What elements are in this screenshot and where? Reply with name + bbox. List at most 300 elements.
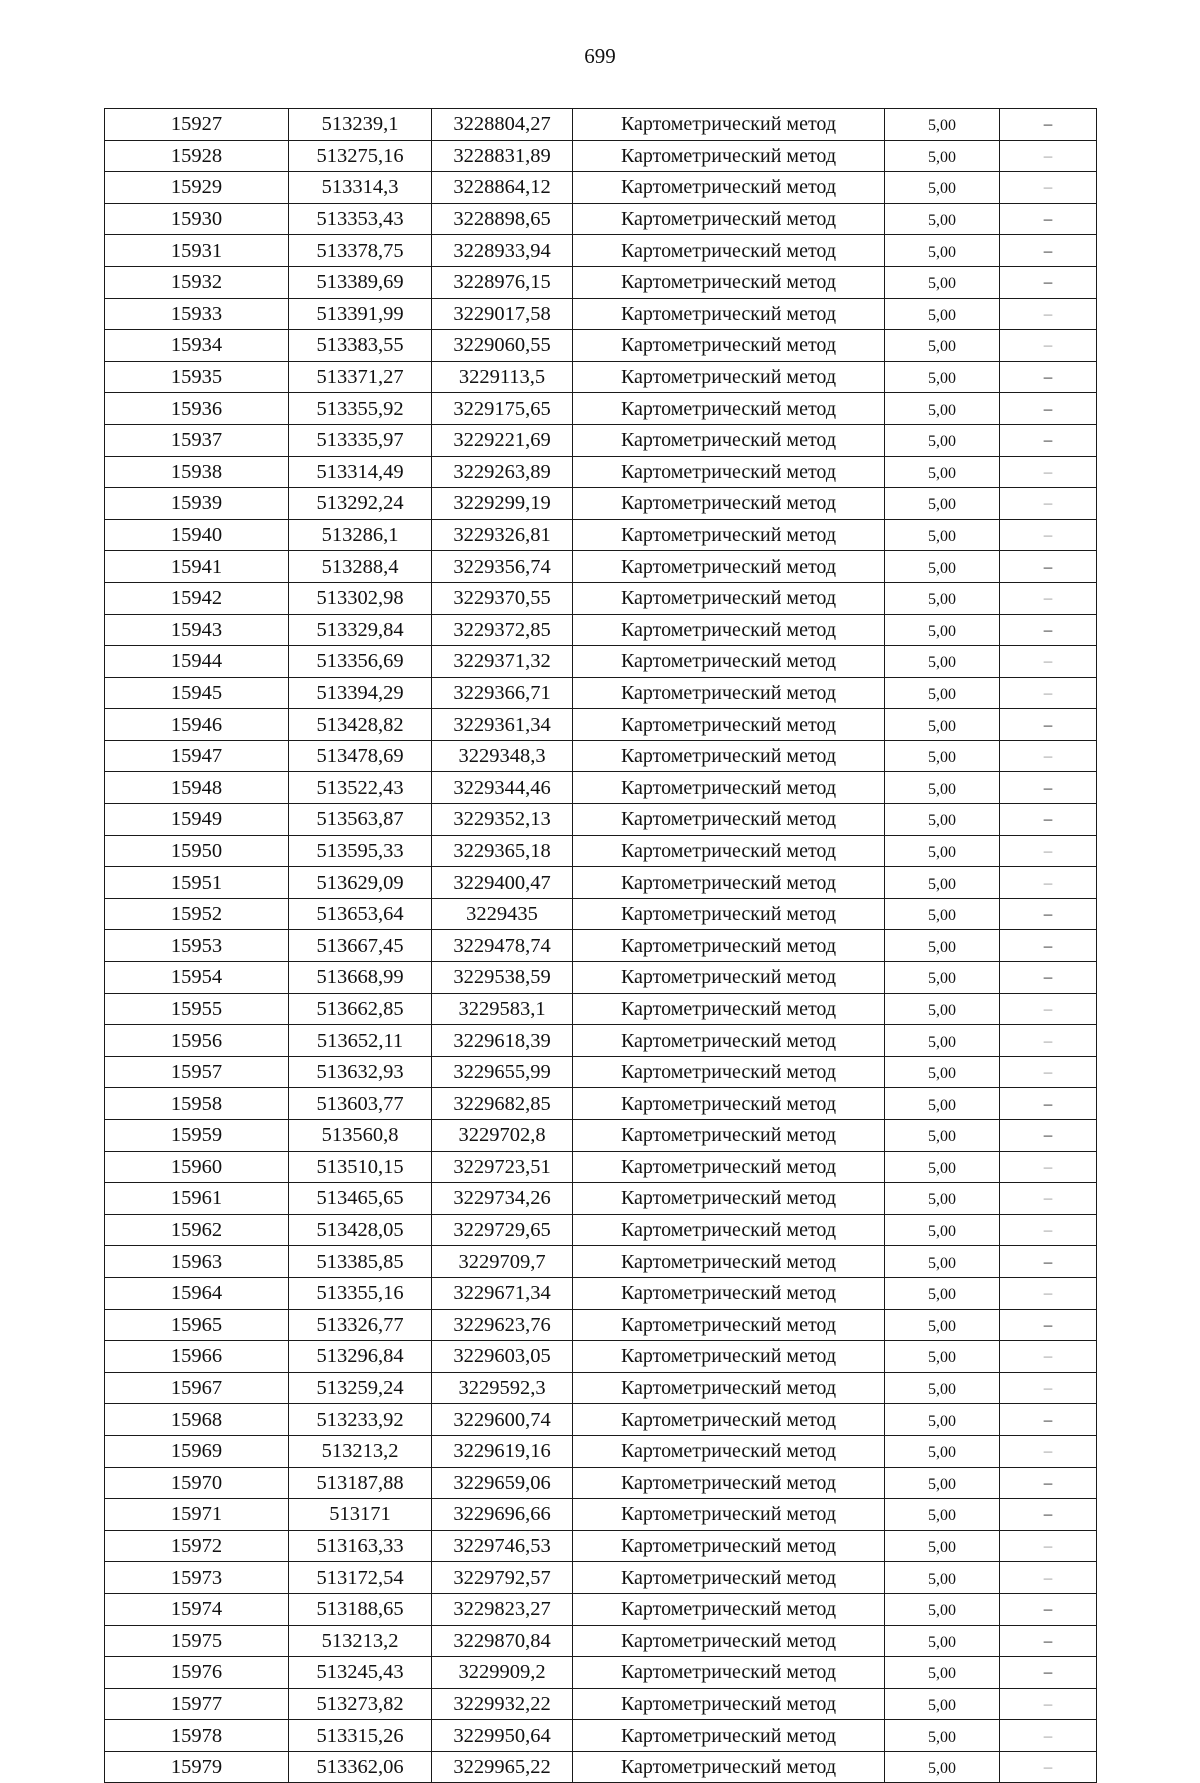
- y-coordinate-cell: 3229175,65: [432, 393, 573, 425]
- x-coordinate-cell: 513428,82: [289, 709, 432, 741]
- note-cell: –: [1000, 1214, 1097, 1246]
- table-row: [105, 1499, 1097, 1531]
- note-cell: –: [1000, 235, 1097, 267]
- y-coordinate-cell: 3229435: [432, 898, 573, 930]
- method-cell: Картометрический метод: [573, 740, 885, 772]
- x-coordinate-cell: 513378,75: [289, 235, 432, 267]
- x-coordinate-cell: 513428,05: [289, 1214, 432, 1246]
- method-cell: Картометрический метод: [573, 1214, 885, 1246]
- accuracy-cell: 5,00: [885, 804, 1000, 836]
- x-coordinate-cell: 513275,16: [289, 140, 432, 172]
- point-number-cell: 15965: [105, 1309, 289, 1341]
- x-coordinate-cell: 513213,2: [289, 1625, 432, 1657]
- note-cell: –: [1000, 677, 1097, 709]
- y-coordinate-cell: 3229538,59: [432, 962, 573, 994]
- y-coordinate-cell: 3229655,99: [432, 1056, 573, 1088]
- note-cell: –: [1000, 835, 1097, 867]
- accuracy-cell: 5,00: [885, 361, 1000, 393]
- table-row: [105, 646, 1097, 678]
- method-cell: Картометрический метод: [573, 1720, 885, 1752]
- note-cell: –: [1000, 1562, 1097, 1594]
- point-number-cell: 15974: [105, 1593, 289, 1625]
- y-coordinate-cell: 3229965,22: [432, 1751, 573, 1783]
- y-coordinate-cell: 3229709,7: [432, 1246, 573, 1278]
- table-row: [105, 1720, 1097, 1752]
- x-coordinate-cell: 513595,33: [289, 835, 432, 867]
- accuracy-cell: 5,00: [885, 1720, 1000, 1752]
- x-coordinate-cell: 513314,49: [289, 456, 432, 488]
- y-coordinate-cell: 3229299,19: [432, 488, 573, 520]
- method-cell: Картометрический метод: [573, 1562, 885, 1594]
- method-cell: Картометрический метод: [573, 1499, 885, 1531]
- method-cell: Картометрический метод: [573, 804, 885, 836]
- table-row: [105, 1183, 1097, 1215]
- accuracy-cell: 5,00: [885, 424, 1000, 456]
- x-coordinate-cell: 513522,43: [289, 772, 432, 804]
- table-row: [105, 1625, 1097, 1657]
- point-number-cell: 15951: [105, 867, 289, 899]
- table-row: [105, 203, 1097, 235]
- y-coordinate-cell: 3229583,1: [432, 993, 573, 1025]
- accuracy-cell: 5,00: [885, 677, 1000, 709]
- table-row: [105, 172, 1097, 204]
- table-row: [105, 1277, 1097, 1309]
- accuracy-cell: 5,00: [885, 488, 1000, 520]
- method-cell: Картометрический метод: [573, 1435, 885, 1467]
- point-number-cell: 15942: [105, 582, 289, 614]
- method-cell: Картометрический метод: [573, 1277, 885, 1309]
- x-coordinate-cell: 513662,85: [289, 993, 432, 1025]
- accuracy-cell: 5,00: [885, 1625, 1000, 1657]
- point-number-cell: 15929: [105, 172, 289, 204]
- method-cell: Картометрический метод: [573, 1530, 885, 1562]
- method-cell: Картометрический метод: [573, 298, 885, 330]
- accuracy-cell: 5,00: [885, 1088, 1000, 1120]
- table-row: [105, 519, 1097, 551]
- point-number-cell: 15935: [105, 361, 289, 393]
- point-number-cell: 15967: [105, 1372, 289, 1404]
- note-cell: –: [1000, 614, 1097, 646]
- table-row: [105, 298, 1097, 330]
- method-cell: Картометрический метод: [573, 1183, 885, 1215]
- point-number-cell: 15960: [105, 1151, 289, 1183]
- x-coordinate-cell: 513273,82: [289, 1688, 432, 1720]
- x-coordinate-cell: 513187,88: [289, 1467, 432, 1499]
- note-cell: –: [1000, 488, 1097, 520]
- y-coordinate-cell: 3229366,71: [432, 677, 573, 709]
- accuracy-cell: 5,00: [885, 1214, 1000, 1246]
- table-row: [105, 930, 1097, 962]
- accuracy-cell: 5,00: [885, 1309, 1000, 1341]
- accuracy-cell: 5,00: [885, 898, 1000, 930]
- note-cell: –: [1000, 646, 1097, 678]
- table-row: [105, 835, 1097, 867]
- y-coordinate-cell: 3229619,16: [432, 1435, 573, 1467]
- x-coordinate-cell: 513371,27: [289, 361, 432, 393]
- note-cell: –: [1000, 1688, 1097, 1720]
- point-number-cell: 15932: [105, 266, 289, 298]
- point-number-cell: 15943: [105, 614, 289, 646]
- point-number-cell: 15955: [105, 993, 289, 1025]
- x-coordinate-cell: 513292,24: [289, 488, 432, 520]
- y-coordinate-cell: 3229060,55: [432, 330, 573, 362]
- point-number-cell: 15968: [105, 1404, 289, 1436]
- note-cell: –: [1000, 424, 1097, 456]
- method-cell: Картометрический метод: [573, 709, 885, 741]
- y-coordinate-cell: 3229909,2: [432, 1657, 573, 1689]
- point-number-cell: 15936: [105, 393, 289, 425]
- method-cell: Картометрический метод: [573, 867, 885, 899]
- table-row: [105, 1530, 1097, 1562]
- x-coordinate-cell: 513213,2: [289, 1435, 432, 1467]
- x-coordinate-cell: 513329,84: [289, 614, 432, 646]
- coordinates-table: [104, 108, 1097, 1783]
- point-number-cell: 15944: [105, 646, 289, 678]
- point-number-cell: 15979: [105, 1751, 289, 1783]
- method-cell: Картометрический метод: [573, 1404, 885, 1436]
- x-coordinate-cell: 513245,43: [289, 1657, 432, 1689]
- table-row: [105, 867, 1097, 899]
- y-coordinate-cell: 3228976,15: [432, 266, 573, 298]
- x-coordinate-cell: 513510,15: [289, 1151, 432, 1183]
- point-number-cell: 15934: [105, 330, 289, 362]
- x-coordinate-cell: 513286,1: [289, 519, 432, 551]
- y-coordinate-cell: 3229746,53: [432, 1530, 573, 1562]
- note-cell: –: [1000, 1151, 1097, 1183]
- accuracy-cell: 5,00: [885, 930, 1000, 962]
- table-row: [105, 1214, 1097, 1246]
- note-cell: –: [1000, 898, 1097, 930]
- accuracy-cell: 5,00: [885, 1246, 1000, 1278]
- x-coordinate-cell: 513315,26: [289, 1720, 432, 1752]
- method-cell: Картометрический метод: [573, 1309, 885, 1341]
- method-cell: Картометрический метод: [573, 898, 885, 930]
- accuracy-cell: 5,00: [885, 1056, 1000, 1088]
- point-number-cell: 15950: [105, 835, 289, 867]
- note-cell: –: [1000, 1751, 1097, 1783]
- y-coordinate-cell: 3229478,74: [432, 930, 573, 962]
- note-cell: –: [1000, 1499, 1097, 1531]
- y-coordinate-cell: 3229870,84: [432, 1625, 573, 1657]
- accuracy-cell: 5,00: [885, 646, 1000, 678]
- method-cell: Картометрический метод: [573, 488, 885, 520]
- method-cell: Картометрический метод: [573, 330, 885, 362]
- method-cell: Картометрический метод: [573, 456, 885, 488]
- point-number-cell: 15956: [105, 1025, 289, 1057]
- y-coordinate-cell: 3229671,34: [432, 1277, 573, 1309]
- accuracy-cell: 5,00: [885, 1499, 1000, 1531]
- note-cell: –: [1000, 962, 1097, 994]
- method-cell: Картометрический метод: [573, 266, 885, 298]
- y-coordinate-cell: 3229603,05: [432, 1341, 573, 1373]
- x-coordinate-cell: 513288,4: [289, 551, 432, 583]
- note-cell: –: [1000, 519, 1097, 551]
- table-row: [105, 1088, 1097, 1120]
- method-cell: Картометрический метод: [573, 519, 885, 551]
- x-coordinate-cell: 513163,33: [289, 1530, 432, 1562]
- point-number-cell: 15953: [105, 930, 289, 962]
- point-number-cell: 15959: [105, 1120, 289, 1152]
- accuracy-cell: 5,00: [885, 393, 1000, 425]
- accuracy-cell: 5,00: [885, 1120, 1000, 1152]
- note-cell: –: [1000, 456, 1097, 488]
- table-row: [105, 709, 1097, 741]
- coordinates-table-body: [105, 109, 1097, 1783]
- accuracy-cell: 5,00: [885, 772, 1000, 804]
- note-cell: –: [1000, 804, 1097, 836]
- y-coordinate-cell: 3229400,47: [432, 867, 573, 899]
- table-row: [105, 1467, 1097, 1499]
- table-row: [105, 109, 1097, 141]
- point-number-cell: 15978: [105, 1720, 289, 1752]
- x-coordinate-cell: 513652,11: [289, 1025, 432, 1057]
- accuracy-cell: 5,00: [885, 109, 1000, 141]
- x-coordinate-cell: 513653,64: [289, 898, 432, 930]
- method-cell: Картометрический метод: [573, 1657, 885, 1689]
- y-coordinate-cell: 3229659,06: [432, 1467, 573, 1499]
- note-cell: –: [1000, 1372, 1097, 1404]
- x-coordinate-cell: 513356,69: [289, 646, 432, 678]
- x-coordinate-cell: 513465,65: [289, 1183, 432, 1215]
- table-row: [105, 361, 1097, 393]
- table-row: [105, 1025, 1097, 1057]
- point-number-cell: 15962: [105, 1214, 289, 1246]
- point-number-cell: 15933: [105, 298, 289, 330]
- table-row: [105, 551, 1097, 583]
- method-cell: Картометрический метод: [573, 551, 885, 583]
- y-coordinate-cell: 3229113,5: [432, 361, 573, 393]
- method-cell: Картометрический метод: [573, 1625, 885, 1657]
- note-cell: –: [1000, 551, 1097, 583]
- accuracy-cell: 5,00: [885, 1593, 1000, 1625]
- y-coordinate-cell: 3229696,66: [432, 1499, 573, 1531]
- table-row: [105, 488, 1097, 520]
- y-coordinate-cell: 3229950,64: [432, 1720, 573, 1752]
- x-coordinate-cell: 513355,92: [289, 393, 432, 425]
- method-cell: Картометрический метод: [573, 1372, 885, 1404]
- point-number-cell: 15957: [105, 1056, 289, 1088]
- method-cell: Картометрический метод: [573, 1151, 885, 1183]
- point-number-cell: 15973: [105, 1562, 289, 1594]
- table-row: [105, 614, 1097, 646]
- accuracy-cell: 5,00: [885, 203, 1000, 235]
- table-row: [105, 1056, 1097, 1088]
- x-coordinate-cell: 513259,24: [289, 1372, 432, 1404]
- x-coordinate-cell: 513385,85: [289, 1246, 432, 1278]
- y-coordinate-cell: 3229682,85: [432, 1088, 573, 1120]
- accuracy-cell: 5,00: [885, 1530, 1000, 1562]
- method-cell: Картометрический метод: [573, 1341, 885, 1373]
- point-number-cell: 15976: [105, 1657, 289, 1689]
- note-cell: –: [1000, 1625, 1097, 1657]
- x-coordinate-cell: 513632,93: [289, 1056, 432, 1088]
- method-cell: Картометрический метод: [573, 140, 885, 172]
- point-number-cell: 15940: [105, 519, 289, 551]
- table-row: [105, 140, 1097, 172]
- method-cell: Картометрический метод: [573, 646, 885, 678]
- method-cell: Картометрический метод: [573, 1056, 885, 1088]
- x-coordinate-cell: 513389,69: [289, 266, 432, 298]
- note-cell: –: [1000, 109, 1097, 141]
- point-number-cell: 15969: [105, 1435, 289, 1467]
- x-coordinate-cell: 513188,65: [289, 1593, 432, 1625]
- accuracy-cell: 5,00: [885, 172, 1000, 204]
- table-row: [105, 393, 1097, 425]
- point-number-cell: 15954: [105, 962, 289, 994]
- table-row: [105, 1435, 1097, 1467]
- point-number-cell: 15972: [105, 1530, 289, 1562]
- x-coordinate-cell: 513355,16: [289, 1277, 432, 1309]
- accuracy-cell: 5,00: [885, 709, 1000, 741]
- point-number-cell: 15937: [105, 424, 289, 456]
- table-row: [105, 424, 1097, 456]
- note-cell: –: [1000, 740, 1097, 772]
- y-coordinate-cell: 3229371,32: [432, 646, 573, 678]
- accuracy-cell: 5,00: [885, 1183, 1000, 1215]
- method-cell: Картометрический метод: [573, 172, 885, 204]
- accuracy-cell: 5,00: [885, 1751, 1000, 1783]
- method-cell: Картометрический метод: [573, 677, 885, 709]
- accuracy-cell: 5,00: [885, 140, 1000, 172]
- method-cell: Картометрический метод: [573, 1025, 885, 1057]
- method-cell: Картометрический метод: [573, 424, 885, 456]
- note-cell: –: [1000, 1246, 1097, 1278]
- accuracy-cell: 5,00: [885, 1277, 1000, 1309]
- method-cell: Картометрический метод: [573, 393, 885, 425]
- method-cell: Картометрический метод: [573, 1688, 885, 1720]
- note-cell: –: [1000, 867, 1097, 899]
- point-number-cell: 15963: [105, 1246, 289, 1278]
- note-cell: –: [1000, 1657, 1097, 1689]
- point-number-cell: 15961: [105, 1183, 289, 1215]
- y-coordinate-cell: 3229734,26: [432, 1183, 573, 1215]
- x-coordinate-cell: 513314,3: [289, 172, 432, 204]
- x-coordinate-cell: 513296,84: [289, 1341, 432, 1373]
- point-number-cell: 15947: [105, 740, 289, 772]
- x-coordinate-cell: 513233,92: [289, 1404, 432, 1436]
- note-cell: –: [1000, 1720, 1097, 1752]
- y-coordinate-cell: 3229326,81: [432, 519, 573, 551]
- accuracy-cell: 5,00: [885, 1435, 1000, 1467]
- note-cell: –: [1000, 1435, 1097, 1467]
- point-number-cell: 15949: [105, 804, 289, 836]
- note-cell: –: [1000, 1025, 1097, 1057]
- accuracy-cell: 5,00: [885, 1341, 1000, 1373]
- y-coordinate-cell: 3229365,18: [432, 835, 573, 867]
- table-row: [105, 1404, 1097, 1436]
- point-number-cell: 15946: [105, 709, 289, 741]
- y-coordinate-cell: 3229702,8: [432, 1120, 573, 1152]
- table-row: [105, 1593, 1097, 1625]
- y-coordinate-cell: 3229017,58: [432, 298, 573, 330]
- y-coordinate-cell: 3229932,22: [432, 1688, 573, 1720]
- point-number-cell: 15948: [105, 772, 289, 804]
- method-cell: Картометрический метод: [573, 614, 885, 646]
- table-row: [105, 1120, 1097, 1152]
- y-coordinate-cell: 3229344,46: [432, 772, 573, 804]
- note-cell: –: [1000, 330, 1097, 362]
- accuracy-cell: 5,00: [885, 1404, 1000, 1436]
- x-coordinate-cell: 513603,77: [289, 1088, 432, 1120]
- accuracy-cell: 5,00: [885, 867, 1000, 899]
- x-coordinate-cell: 513383,55: [289, 330, 432, 362]
- table-row: [105, 1372, 1097, 1404]
- table-row: [105, 1688, 1097, 1720]
- accuracy-cell: 5,00: [885, 1151, 1000, 1183]
- method-cell: Картометрический метод: [573, 235, 885, 267]
- point-number-cell: 15930: [105, 203, 289, 235]
- x-coordinate-cell: 513563,87: [289, 804, 432, 836]
- x-coordinate-cell: 513335,97: [289, 424, 432, 456]
- accuracy-cell: 5,00: [885, 835, 1000, 867]
- accuracy-cell: 5,00: [885, 551, 1000, 583]
- x-coordinate-cell: 513239,1: [289, 109, 432, 141]
- accuracy-cell: 5,00: [885, 740, 1000, 772]
- x-coordinate-cell: 513560,8: [289, 1120, 432, 1152]
- y-coordinate-cell: 3229592,3: [432, 1372, 573, 1404]
- table-row: [105, 804, 1097, 836]
- accuracy-cell: 5,00: [885, 962, 1000, 994]
- x-coordinate-cell: 513667,45: [289, 930, 432, 962]
- table-row: [105, 677, 1097, 709]
- accuracy-cell: 5,00: [885, 1372, 1000, 1404]
- x-coordinate-cell: 513172,54: [289, 1562, 432, 1594]
- accuracy-cell: 5,00: [885, 519, 1000, 551]
- accuracy-cell: 5,00: [885, 1467, 1000, 1499]
- method-cell: Картометрический метод: [573, 109, 885, 141]
- method-cell: Картометрический метод: [573, 835, 885, 867]
- table-row: [105, 1657, 1097, 1689]
- method-cell: Картометрический метод: [573, 993, 885, 1025]
- note-cell: –: [1000, 1530, 1097, 1562]
- point-number-cell: 15964: [105, 1277, 289, 1309]
- x-coordinate-cell: 513391,99: [289, 298, 432, 330]
- table-row: [105, 582, 1097, 614]
- accuracy-cell: 5,00: [885, 1688, 1000, 1720]
- x-coordinate-cell: 513668,99: [289, 962, 432, 994]
- note-cell: –: [1000, 1309, 1097, 1341]
- note-cell: –: [1000, 393, 1097, 425]
- x-coordinate-cell: 513478,69: [289, 740, 432, 772]
- y-coordinate-cell: 3228804,27: [432, 109, 573, 141]
- y-coordinate-cell: 3229823,27: [432, 1593, 573, 1625]
- y-coordinate-cell: 3229263,89: [432, 456, 573, 488]
- y-coordinate-cell: 3228864,12: [432, 172, 573, 204]
- table-row: [105, 1751, 1097, 1783]
- accuracy-cell: 5,00: [885, 1025, 1000, 1057]
- table-row: [105, 1309, 1097, 1341]
- table-row: [105, 898, 1097, 930]
- note-cell: –: [1000, 1183, 1097, 1215]
- y-coordinate-cell: 3229356,74: [432, 551, 573, 583]
- accuracy-cell: 5,00: [885, 456, 1000, 488]
- method-cell: Картометрический метод: [573, 1088, 885, 1120]
- note-cell: –: [1000, 930, 1097, 962]
- note-cell: –: [1000, 1088, 1097, 1120]
- point-number-cell: 15952: [105, 898, 289, 930]
- method-cell: Картометрический метод: [573, 1593, 885, 1625]
- method-cell: Картометрический метод: [573, 582, 885, 614]
- table-row: [105, 235, 1097, 267]
- accuracy-cell: 5,00: [885, 330, 1000, 362]
- y-coordinate-cell: 3229372,85: [432, 614, 573, 646]
- note-cell: –: [1000, 772, 1097, 804]
- table-row: [105, 740, 1097, 772]
- note-cell: –: [1000, 172, 1097, 204]
- x-coordinate-cell: 513302,98: [289, 582, 432, 614]
- table-row: [105, 330, 1097, 362]
- point-number-cell: 15945: [105, 677, 289, 709]
